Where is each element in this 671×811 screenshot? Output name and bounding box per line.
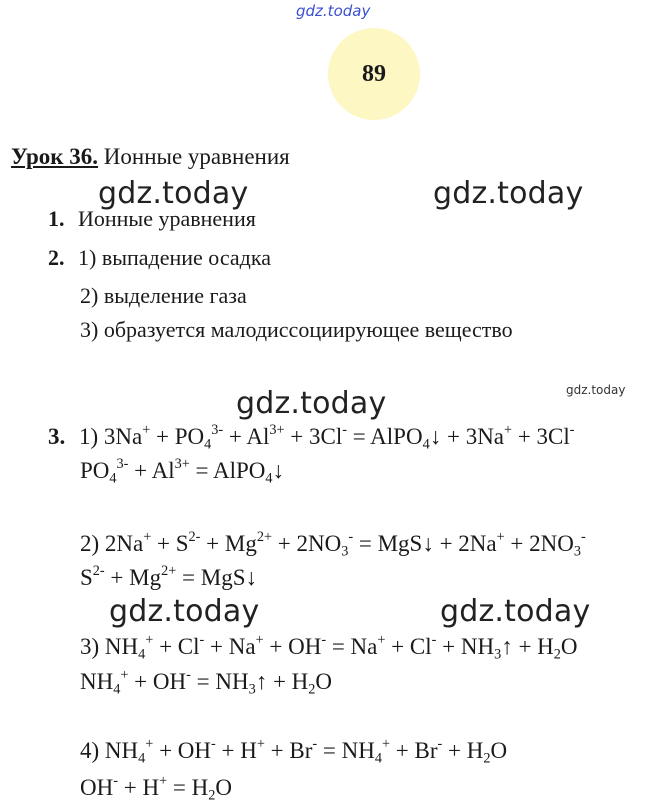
watermark-top: gdz.today [296, 2, 371, 20]
watermark: gdz.today [440, 594, 591, 629]
page-number: 89 [362, 60, 386, 87]
answer-item: 2) выделение газа [80, 283, 247, 308]
down-arrow: ↓ [422, 531, 434, 556]
up-arrow: ↑ [255, 669, 268, 694]
watermark: gdz.today [109, 594, 260, 629]
up-arrow: ↑ [501, 634, 513, 659]
watermark: gdz.today [98, 176, 249, 211]
equation-4-full: 4) $NH_4^+ + OH^- + H^+ + Br^- = NH_4^+ + Br^- + H_2O$ [80, 736, 508, 767]
watermark: gdz.today [433, 176, 584, 211]
equation-3-full: 3) $NH_4^+ + Cl^- + Na^+ + OH^- = Na^+ + Cl^-$ + $NH_3↑ + H_2O$ [80, 632, 578, 663]
down-arrow: ↓ [429, 424, 442, 449]
equation-2-full: 2) $2Na^+ + S^{2-} + Mg^{2+} + 2NO_3^-$ = MgS↓ + $2Na^+ + 2NO_3^-$ [80, 529, 586, 560]
question-number: 2. [48, 245, 65, 270]
down-arrow: ↓ [245, 565, 257, 590]
question-number: 1. [48, 206, 65, 231]
question-2 [48, 245, 271, 271]
equation-4-short: $OH^- + H^+ = H_2O$ [80, 773, 232, 804]
equation-3-short: $NH_4^+ + OH^-$ = $NH_3↑ + H_2O$ [80, 667, 333, 698]
lesson-title: Ионные уравнения [103, 144, 290, 169]
watermark: gdz.today [236, 386, 387, 421]
answer-item: 3) образуется малодиссоциирующее вещество [80, 317, 513, 342]
answer-item: 1) выпадение осадка [78, 245, 271, 270]
question-1 [48, 206, 256, 232]
lesson-heading [11, 144, 290, 170]
equation-1-full: 3. 1) $3Na^+ + PO_4^{3-} + Al^{3+} + 3Cl^-$ = AlPO$_4$↓ + 3Na+ + 3Cl- [48, 422, 575, 453]
equation-2-short: $S^{2-} + Mg^{2+}$ = MgS↓ [80, 563, 257, 590]
watermark-small: gdz.today [566, 383, 626, 397]
answer-text: Ионные уравнения [78, 206, 256, 231]
down-arrow: ↓ [272, 458, 285, 483]
lesson-label: Урок 36. [11, 144, 99, 169]
page-number-badge [328, 28, 420, 120]
equation-1-short: $PO_4^{3-} + Al^{3+}$ = AlPO$_4$↓ [80, 456, 285, 487]
question-number: 3. [48, 424, 66, 449]
